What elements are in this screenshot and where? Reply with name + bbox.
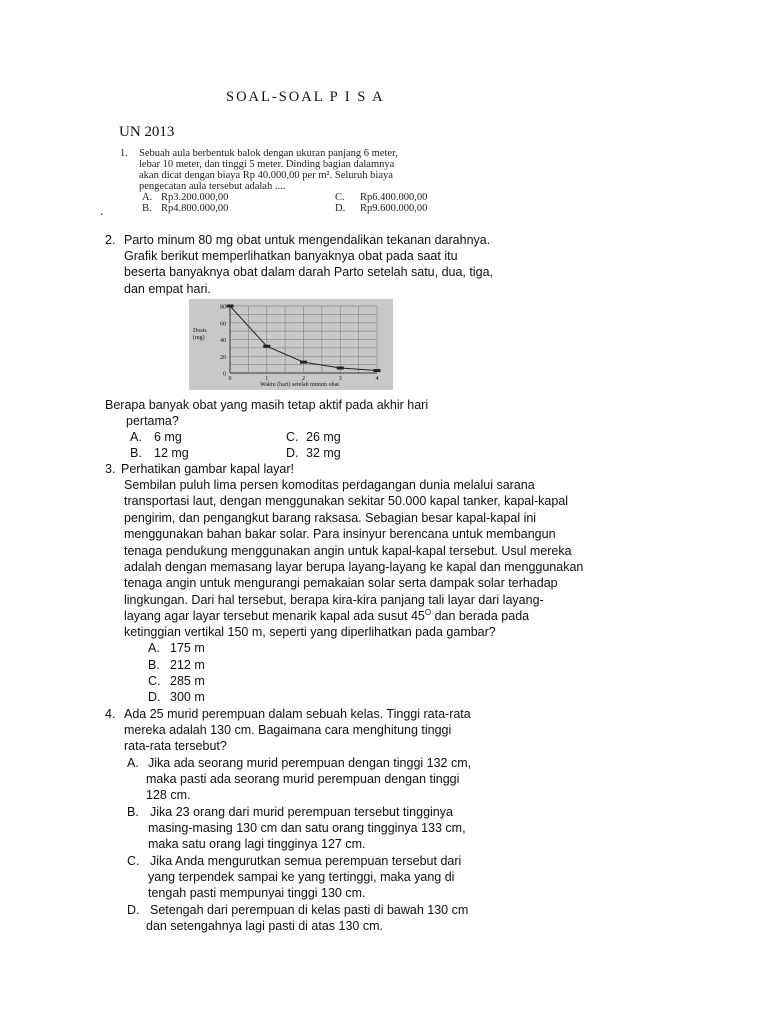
option-line: yang terpendek sampai ke yang tertinggi, maka yang di [148,870,455,884]
option-text: 300 m [170,690,205,704]
option-line: Setengah dari perempuan di kelas pasti di bawah 130 cm [150,903,469,917]
option-text: Rp9.600.000,00 [360,203,428,214]
line-text: dan berada pada [431,609,530,623]
question-line: Sembilan puluh lima persen komoditas perdagangan dunia melalui sarana [124,478,535,492]
option-label: D. [127,903,140,917]
option-line: dan setengahnya lagi pasti di atas 130 cm. [146,919,383,933]
option-line: maka satu orang lagi tingginya 127 cm. [148,837,366,851]
line-text: layang agar layar tersebut menarik kapal ada susut 45 [124,609,425,623]
option-text: 12 mg [154,446,189,460]
chart-text [193,305,379,389]
option-label: A. [127,756,139,770]
option-text: 212 m [170,658,205,672]
y-axis-label: Dosis [193,328,207,334]
x-tick-label: 2 [302,376,305,382]
x-axis-label: Waktu (hari) setelah minum obat [260,382,339,388]
option-label: C. [148,674,161,688]
option-label: A. [142,192,153,203]
y-tick-label: 40 [220,338,226,344]
question-line: lingkungan. Dari hal tersebut, berapa kira-kira panjang tali layar dari layang- [124,593,544,607]
option-line: Jika Anda mengurutkan semua perempuan tersebut dari [150,854,462,868]
y-tick-label: 80 [220,304,226,311]
option-label: B. [130,446,142,460]
dosage-chart-panel [189,299,393,390]
option-line: Jika ada seorang murid perempuan dengan tinggi 132 cm, [148,756,472,770]
question-line: transportasi laut, dengan menggunakan sekitar 50.000 kapal tanker, kapal-kapal [124,494,569,508]
question-prompt: Berapa banyak obat yang masih tetap aktif pada akhir hari [105,398,429,412]
dosage-chart [189,299,393,390]
x-tick-label: 3 [338,376,342,382]
option-text: 6 mg [154,430,182,444]
y-tick-label: 60 [220,321,226,328]
data-point [227,305,234,308]
data-point [263,345,270,348]
data-point [374,369,381,372]
option-line: masing-masing 130 cm dan satu orang tingginya 133 cm, [148,821,466,835]
question-line [124,608,529,624]
option-text: 26 mg [306,430,341,444]
option-label: D. [335,203,346,214]
question-line: tenaga angin untuk mengurangi pemakaian solar serta dampak solar terhadap [124,576,558,590]
option-text: Rp6.400.000,00 [360,192,428,203]
question-heading: Perhatikan gambar kapal layar! [121,462,295,476]
option-label: B. [127,805,139,819]
page-title: SOAL-SOAL P I S A [226,89,385,105]
stray-dot: . [100,204,104,218]
question-line: tenaga pendukung menggunakan angin untuk kapal-kapal tersebut. Usul mereka [124,544,572,558]
question-line: akan dicat dengan biaya Rp 40.000,00 per m². Seluruh biaya [139,170,393,181]
option-text: 32 mg [306,446,341,460]
y-tick-label: 20 [220,354,226,361]
question-number: 2. [105,233,116,247]
option-label: B. [148,658,160,672]
question-line: pengirim, dan pengangkut barang raksasa. Sebagian besar kapal-kapal ini [124,511,537,525]
data-point [337,366,344,369]
question-line: pengecatan aula tersebut adalah .... [139,181,286,192]
exam-subtitle: UN 2013 [119,124,175,140]
option-label: A. [130,430,142,444]
option-label: C. [127,854,140,868]
question-prompt: pertama? [126,414,179,428]
question-line: beserta banyaknya obat dalam darah Parto setelah satu, dua, tiga, [124,265,493,279]
question-line: Sebuah aula berbentuk balok dengan ukuran panjang 6 meter, [139,148,398,159]
option-label: D. [286,446,299,460]
question-line: Grafik berikut memperlihatkan banyaknya obat pada saat itu [124,249,458,263]
data-point [300,361,307,364]
x-tick-label: 1 [265,376,269,382]
option-line: maka pasti ada seorang murid perempuan dengan tinggi [146,772,460,786]
question-line: lebar 10 meter, dan tinggi 5 meter. Dinding bagian dalamnya [139,159,395,170]
degree-sup: O [424,608,432,617]
x-tick-label: 0 [228,376,232,382]
option-label: C. [335,192,345,203]
question-number: 1. [120,148,128,159]
question-line: dan empat hari. [124,282,211,296]
question-line: Parto minum 80 mg obat untuk mengendalikan tekanan darahnya. [124,233,491,247]
option-label: C. [286,430,299,444]
y-axis-label: (mg) [193,335,205,341]
option-label: B. [142,203,152,214]
question-line: menggunakan bahan bakar solar. Para insinyur berencana untuk membangun [124,527,556,541]
option-label: D. [148,690,161,704]
option-text: Rp3.200.000,00 [161,192,229,203]
x-tick-label: 4 [375,376,379,382]
option-line: 128 cm. [146,788,191,802]
question-line: ketinggian vertikal 150 m, seperti yang diperlihatkan pada gambar? [124,625,496,639]
y-tick-label: 0 [223,371,226,378]
option-text: Rp4.800.000,00 [161,203,229,214]
option-label: A. [148,641,160,655]
option-text: 175 m [170,641,205,655]
question-line: mereka adalah 130 cm. Bagaimana cara menghitung tinggi [124,723,452,737]
question-line: rata-rata tersebut? [124,739,227,753]
question-number: 3. [105,462,116,476]
question-line: adalah dengan memasang layar berupa layang-layang ke kapal dan menggunakan [124,560,584,574]
option-text: 285 m [170,674,205,688]
option-line: Jika 23 orang dari murid perempuan tersebut tingginya [150,805,453,819]
question-number: 4. [105,707,116,721]
question-line: Ada 25 murid perempuan dalam sebuah kelas. Tinggi rata-rata [124,707,471,721]
option-line: tengah pasti mempunyai tinggi 130 cm. [148,886,366,900]
